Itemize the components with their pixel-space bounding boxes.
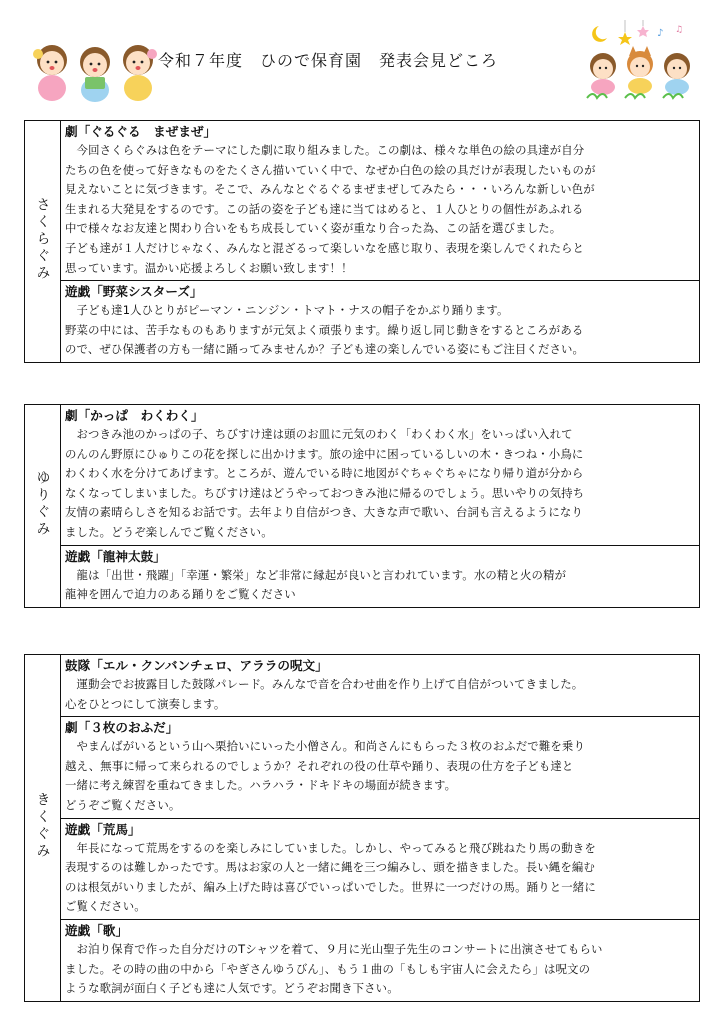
program-block	[61, 717, 700, 818]
page-title: 令和７年度 ひので保育園 発表会見どころ	[158, 51, 499, 70]
program-description: おつきみ池のかっぱの子、ちびすけ達は頭のお皿に元気のわく「わくわく水」をいっぱい入れて のんのん野原にひゅりこの花を探しに出かけます。旅の途中に困っているしいの木・きつね・小鳥に わくわく水を分けてあげます。ところが、遊んでいる時に地図がぐちゃぐちゃになり帰り道が分から なくなってしまいました。ちびすけ達はどうやっておつきみ池に帰るのでしょう。思いやりの気持ち 友情の素晴らしさを知るお話です。去年より自信がつき、大きな声で歌い、台詞も言えるようになり ました。どうぞ楽しんでご覧ください。	[65, 427, 585, 539]
section-yuri	[24, 404, 700, 608]
program-description: やまんばがいるという山へ栗拾いにいった小僧さん。和尚さんにもらった３枚のおふだで難を乗り 越え、無事に帰って来られるのでしょうか？それぞれの役の仕草や踊り、表現の仕方を子ども達と 一緒に考え練習を重ねてきました。ハラハラ・ドキドキの場面が続きます。 どうぞご覧ください。	[65, 739, 586, 812]
program-title: 鼓隊「エル・クンバンチェロ、アララの呪文」	[65, 658, 328, 673]
program-title: 遊戯「歌」	[65, 922, 128, 938]
program-description: 運動会でお披露目した鼓隊パレード。みんなで音を合わせ曲を作り上げて自信がついてきました。 心をひとつにして演奏します。	[65, 677, 584, 711]
page-header	[0, 0, 724, 110]
program-description: 龍は「出世・飛躍」「幸運・繁栄」など非常に縁起が良いと言われています。水の精と火の精が 龍神を囲んで迫力のある踊りをご覧ください	[65, 567, 567, 602]
section-kiku	[24, 654, 700, 1002]
program-block	[61, 818, 700, 919]
program-block	[61, 919, 700, 1001]
program-title: 遊戯「野菜シスターズ」	[65, 284, 203, 300]
program-description: 年長になって荒馬をするのを楽しみにしていました。しかし、やってみると飛び跳ねたり馬の動きを 表現するのは難しかったです。馬はお家の人と一緒に縄を三つ編みし、頭を描きました。長い縄を編む のは根気がいりましたが、編み上げた時は喜びでいっぱいでした。世界に一つだけの馬。踊りと一緒に ご覧ください。	[65, 840, 596, 914]
star-icon	[618, 32, 632, 45]
class-name: きくぐみ	[34, 791, 51, 860]
svg-text:♪: ♪	[657, 28, 664, 39]
moon-icon	[592, 26, 607, 42]
program-block	[61, 545, 700, 607]
program-block	[61, 281, 700, 363]
class-name-cell	[25, 121, 61, 363]
program-title: 劇「ぐるぐる まぜまぜ」	[65, 124, 217, 139]
program-title: 劇「かっぱ わくわく」	[65, 408, 204, 423]
program-description: お泊り保育で作った自分だけのTシャツを着て、９月に光山聖子先生のコンサートに出演させてもらい ました。その時の曲の中から「やぎさんゆうびん」、もう１曲の「もしも宇宙人に会えたら」は呪文の ような歌詞が面白く子ども達に人気です。どうぞお聞き下さい。	[65, 941, 603, 996]
class-name: さくらぐみ	[34, 196, 51, 282]
star-icon-2	[637, 26, 649, 37]
class-name: ゆりぐみ	[34, 469, 51, 538]
children-singing-illustration	[30, 30, 160, 102]
program-description: 子ども達1人ひとりがピーマン・ニンジン・トマト・ナスの帽子をかぶり踊ります。 野菜の中には、苦手なものもありますが元気よく頑張ります。繰り返し同じ動きをするところがある ので、ぜひ保護者の方も一緒に踊ってみませんか？子ども達の楽しんでいる姿にもご注目ください。	[65, 303, 585, 357]
class-name-cell	[25, 405, 61, 608]
program-block	[61, 405, 700, 546]
program-block	[61, 655, 700, 717]
costume-children-illustration	[585, 20, 695, 100]
class-name-cell	[25, 655, 61, 1002]
program-title: 遊戯「荒馬」	[65, 821, 141, 837]
program-block	[61, 121, 700, 281]
section-sakura	[24, 120, 700, 363]
program-title: 劇「３枚のおふだ」	[65, 720, 179, 736]
svg-text:♫: ♫	[675, 25, 684, 35]
program-description: 今回さくらぐみは色をテーマにした劇に取り組みました。この劇は、様々な単色の絵の具達が自分 たちの色を使って好きなものをたくさん描いていく中で、なぜか白色の絵の具だけが表現したいものが 見えないことに気づきます。そこで、みんなとぐるぐるまぜまぜしてみたら・・・いろんな新しい色が 生まれる大発見をするのです。この話の姿を子ども達に当てはめると、１人ひとりの個性があふれる 中で様々なお友達と関わり合いをもち成長していく姿が重なり合った為、この話を選びました。 子ども達が１人だけじゃなく、みんなと混ざるって楽しいなを感じ取り、表現を楽しんでくれたらと 思っています。温かい応援よろしくお願い致します！！	[65, 143, 596, 275]
program-title: 遊戯「龍神太鼓」	[65, 548, 166, 564]
